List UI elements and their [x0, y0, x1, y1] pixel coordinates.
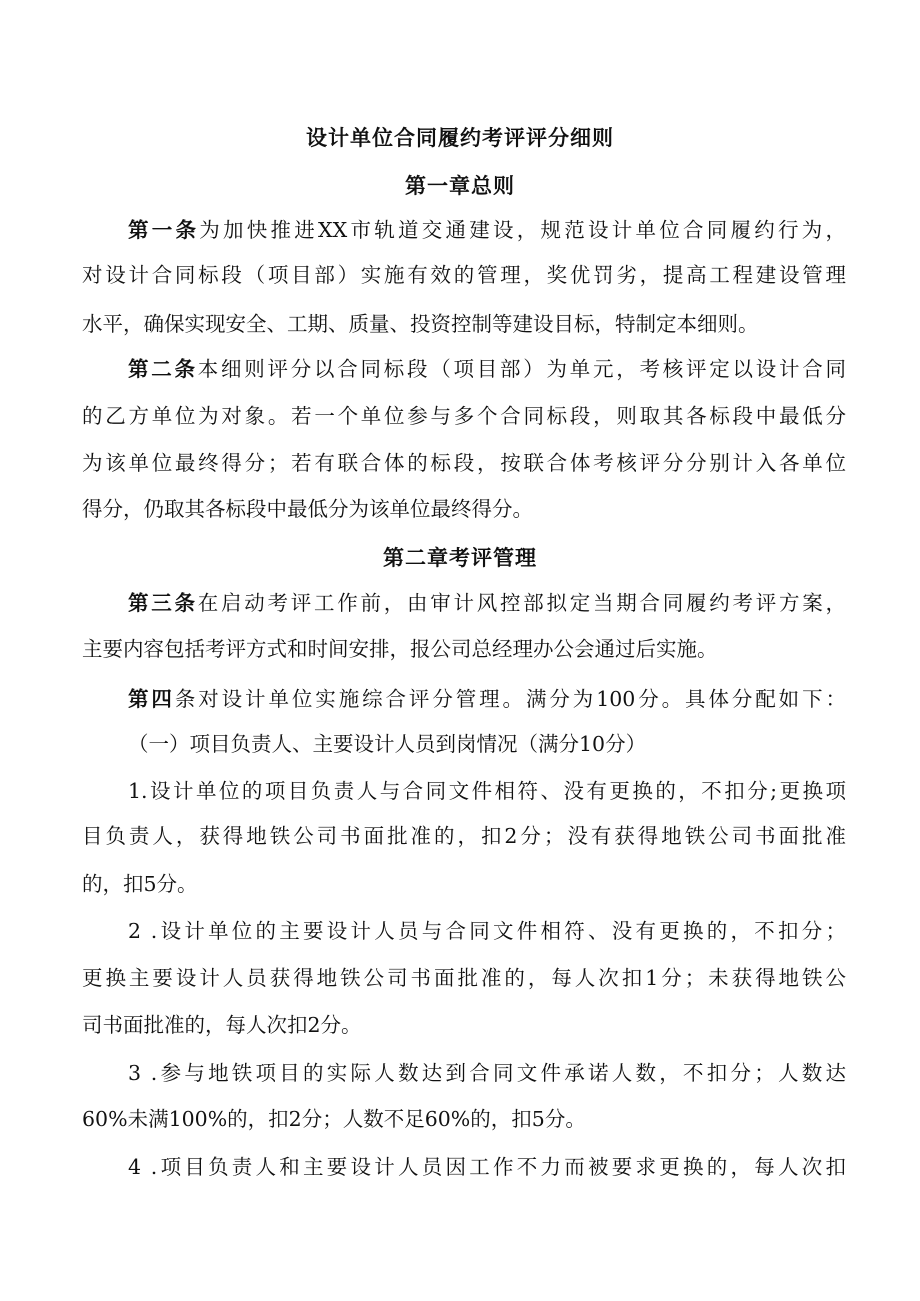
item-1-line-2: 目负责人，获得地铁公司书面批准的，扣2分；没有获得地铁公司书面批准: [82, 824, 846, 848]
item-2-line-1: 2 .设计单位的主要设计人员与合同文件相符、没有更换的，不扣分；: [128, 919, 846, 943]
item-1-line-1: 1.设计单位的项目负责人与合同文件相符、没有更换的，不扣分;更换项: [128, 779, 846, 803]
article-3-line-1: 第三条在启动考评工作前，由审计风控部拟定当期合同履约考评方案，: [128, 591, 846, 615]
item-2-line-3: 司书面批准的，每人次扣2分。: [82, 1013, 362, 1037]
article-1-line-1: 第一条为加快推进XX市轨道交通建设，规范设计单位合同履约行为，: [128, 218, 847, 242]
article-2-line-4: 得分，仍取其各标段中最低分为该单位最终得分。: [82, 497, 533, 521]
chapter-2-title: 第二章考评管理: [383, 546, 537, 570]
section-1-heading: （一）项目负责人、主要设计人员到岗情况（满分10分）: [128, 732, 647, 756]
article-1-line-3: 水平，确保实现安全、工期、质量、投资控制等建设目标，特制定本细则。: [82, 312, 759, 336]
article-2-line-2: 的乙方单位为对象。若一个单位参与多个合同标段，则取其各标段中最低分: [82, 404, 846, 428]
article-1-line-2: 对设计合同标段（项目部）实施有效的管理，奖优罚劣，提高工程建设管理: [82, 263, 846, 287]
article-3-line-2: 主要内容包括考评方式和时间安排，报公司总经理办公会通过后实施。: [82, 637, 718, 661]
item-4-line-1: 4 .项目负责人和主要设计人员因工作不力而被要求更换的，每人次扣: [128, 1155, 846, 1179]
item-1-line-3: 的，扣5分。: [82, 872, 198, 896]
article-1-label: 第一条: [128, 218, 200, 242]
article-2-label: 第二条: [128, 357, 198, 381]
article-4-label: 第四: [128, 687, 175, 711]
document-title: 设计单位合同履约考评评分细则: [306, 126, 614, 150]
article-3-label: 第三条: [128, 591, 198, 615]
article-4-line-1: 第四条对设计单位实施综合评分管理。满分为100分。具体分配如下：: [128, 687, 846, 711]
item-2-line-2: 更换主要设计人员获得地铁公司书面批准的，每人次扣1分；未获得地铁公: [82, 966, 846, 990]
chapter-1-title: 第一章总则: [405, 174, 515, 198]
article-2-line-1: 第二条本细则评分以合同标段（项目部）为单元，考核评定以设计合同: [128, 357, 846, 381]
article-2-line-3: 为该单位最终得分；若有联合体的标段，按联合体考核评分分别计入各单位: [82, 451, 846, 475]
item-3-line-1: 3 .参与地铁项目的实际人数达到合同文件承诺人数，不扣分；人数达: [128, 1061, 846, 1085]
item-3-line-2: 60%未满100%的，扣2分；人数不足60%的，扣5分。: [82, 1107, 586, 1131]
